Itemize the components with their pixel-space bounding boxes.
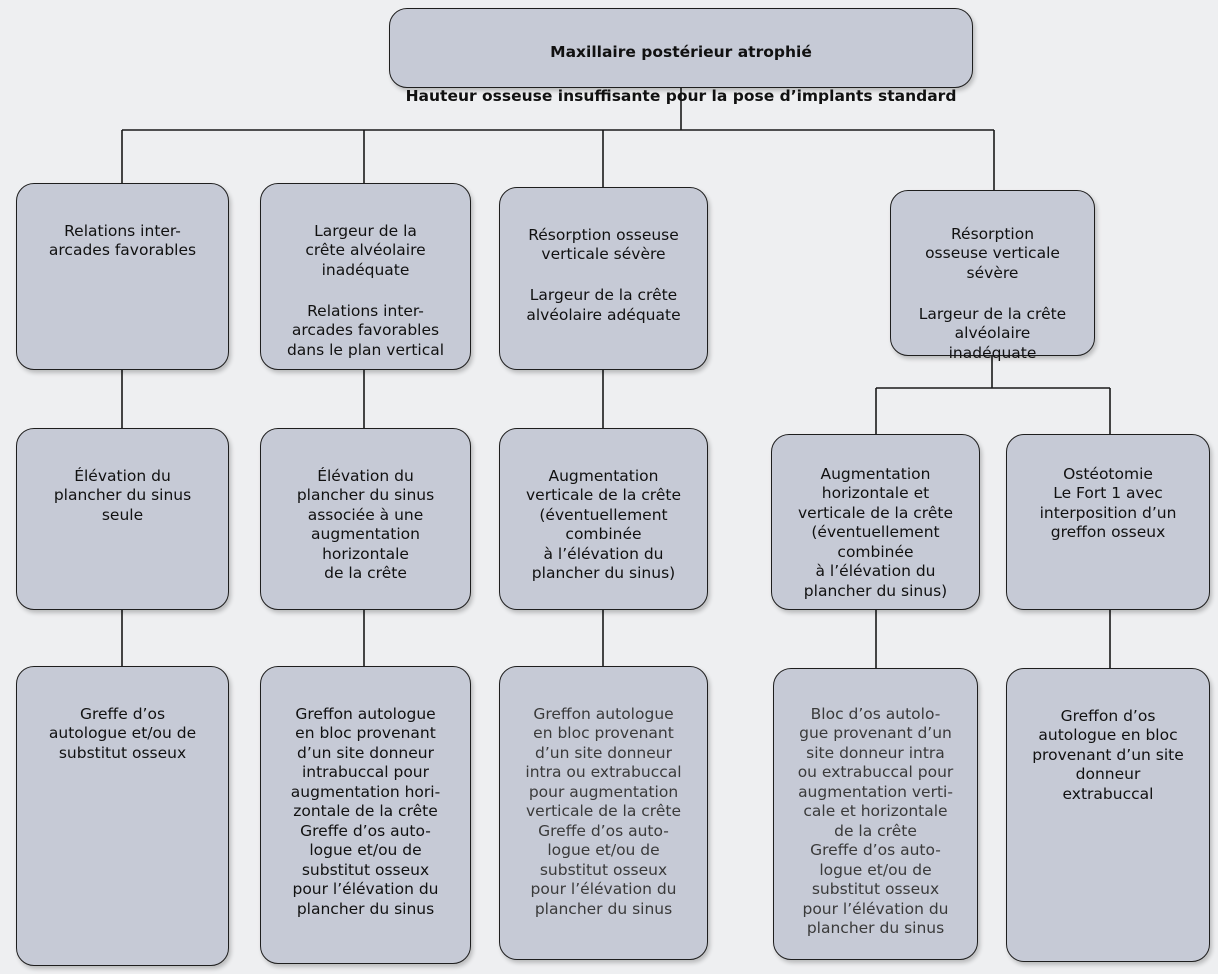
node-text: Élévation du plancher du sinus associée à une augmentation horizontale de la crête <box>296 466 435 582</box>
node-text: Résorption osseuse verticale sévère <box>925 224 1060 282</box>
root-title: Maxillaire postérieur atrophié <box>550 43 812 61</box>
node-vertical-augmentation <box>499 428 708 610</box>
node-text: Greffon autologue en bloc provenant d’un site donneur intrabuccal pour augmentation hori- zontale de la crête Greffe d’os auto- logue et/ou de substitut osseux pour l’élévation du plancher du sinus <box>290 704 441 918</box>
node-text-secondary: Relations inter- arcades favorables dans le plan vertical <box>286 301 445 359</box>
node-autologous-graft-substitute <box>16 666 229 966</box>
node-text: Élévation du plancher du sinus seule <box>53 466 192 524</box>
node-horizontal-vertical-augmentation <box>771 434 980 610</box>
node-interarch-favorable <box>16 183 229 370</box>
node-text: Résorption osseuse verticale sévère <box>528 225 679 263</box>
node-text: Augmentation verticale de la crête (éventuellement combinée à l’élévation du plancher du sinus) <box>526 466 681 582</box>
node-intra-extraoral-block-graft <box>499 666 708 960</box>
node-severe-resorption-inadequate-width <box>890 190 1095 362</box>
node-extraoral-block-graft <box>1006 668 1210 962</box>
node-sinus-lift-alone <box>16 428 229 610</box>
node-text: Greffon autologue en bloc provenant d’un site donneur intra ou extrabuccal pour augmentation verticale de la crête Greffe d’os auto- logue et/ou de substitut osseux pour l’élévation du plancher du sinus <box>525 704 682 918</box>
node-text-secondary: Largeur de la crête alvéolaire inadéquate <box>918 304 1067 362</box>
node-severe-vertical-resorption <box>499 187 708 370</box>
node-text: Largeur de la crête alvéolaire inadéquate <box>305 221 426 279</box>
node-block-graft-vertical-horizontal <box>773 668 978 960</box>
node-text: Ostéotomie Le Fort 1 avec interposition d’un greffon osseux <box>1039 464 1177 541</box>
node-intraoral-block-graft <box>260 666 471 964</box>
node-sinus-lift-horizontal-augmentation <box>260 428 471 610</box>
node-text: Greffon d’os autologue en bloc provenant d’un site donneur extrabuccal <box>1032 706 1184 803</box>
node-text: Relations inter- arcades favorables <box>48 221 197 259</box>
node-le-fort-osteotomy <box>1006 434 1210 610</box>
root-node <box>389 8 973 105</box>
node-text: Bloc d’os autolo- gue provenant d’un site donneur intra ou extrabuccal pour augmentation verti- cale et horizontale de la crête Greffe d’os auto- logue et/ou de substitut osseux pour l’élévation du plancher du sinus <box>797 704 954 937</box>
node-text: Greffe d’os autologue et/ou de substitut osseux <box>48 704 197 762</box>
root-subtitle: Hauteur osseuse insuffisante pour la pose d’implants standard <box>405 87 957 105</box>
node-text-secondary: Largeur de la crête alvéolaire adéquate <box>526 286 681 324</box>
node-text: Augmentation horizontale et verticale de la crête (éventuellement combinée à l’élévation du plancher du sinus) <box>798 464 953 600</box>
node-ridge-width-inadequate <box>260 183 471 370</box>
